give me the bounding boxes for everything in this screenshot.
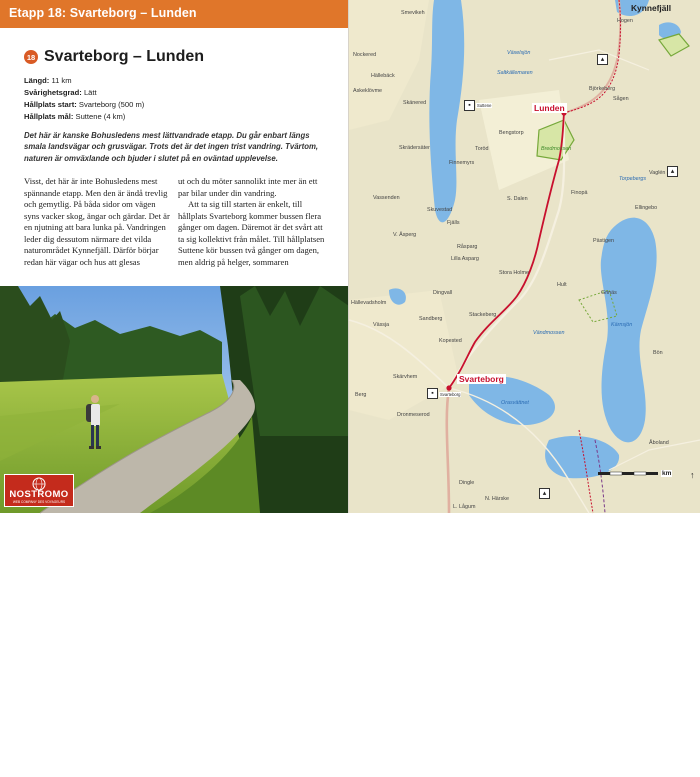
- body-column-1: [24, 176, 172, 268]
- map-label: Åboland: [649, 440, 669, 446]
- left-page: [0, 0, 349, 776]
- stage-title-row: [24, 48, 204, 66]
- stage-title: Svarteborg – Lunden: [44, 48, 205, 65]
- globe-icon: [5, 475, 73, 489]
- map-end-label: Lunden: [534, 103, 565, 113]
- stage-number-badge: 18: [24, 50, 38, 64]
- map-label: Dronmeserod: [397, 412, 430, 418]
- scale-label: km: [662, 470, 672, 477]
- map-label: Vässja: [373, 322, 390, 328]
- map-label: Hogen: [617, 18, 633, 24]
- map-label: Skänered: [403, 100, 427, 106]
- map-label: Skrädersäter: [399, 145, 430, 151]
- body-paragraph: ut och du möter sannolikt inte mer än ett par bilar under din vandring.: [178, 176, 318, 198]
- map-label: Ellingebo: [635, 205, 658, 211]
- fact-length: Längd: 11 km: [24, 76, 72, 85]
- logo-tagline: WEB COMPANY DES VOYAGEURS: [12, 500, 66, 504]
- stage-header-bar: [0, 0, 349, 28]
- bus-stop-icon: ▪: [464, 100, 475, 111]
- map-label: Vändmossen: [533, 330, 565, 336]
- map-label: Lilla Asparg: [451, 256, 479, 262]
- map-label: Hällebäck: [371, 73, 395, 79]
- map-label: Toröd: [475, 146, 489, 152]
- map-label: Bengstorp: [499, 130, 524, 136]
- nostromo-logo: [4, 474, 74, 507]
- photo-caption: Sansligt och rofyllt. Varför inte ta cykeln på den här etappen! Hela sträckan är en lättcyklad slät väg med fina omgivningar.: [182, 749, 340, 776]
- body-column-2: [178, 176, 326, 268]
- fact-difficulty: Svårighetsgrad: Lätt: [24, 88, 97, 97]
- map-label: Hällevadsholm: [351, 300, 387, 306]
- north-arrow-icon: ↑: [690, 470, 695, 480]
- bus-stop-icon: ▪: [427, 388, 438, 399]
- map-label: Pästigen: [593, 238, 614, 244]
- map-label: L. Lågum: [453, 504, 476, 510]
- map-label: Berg: [355, 392, 367, 398]
- stage-header-label: Etapp 18: Svarteborg – Lunden: [9, 6, 197, 20]
- map-label: Råsparg: [457, 244, 478, 250]
- body-paragraph: Att ta sig till starten är enkelt, till hållplats Svarteborg kommer bussen flera gånger om dagen. Däremot är det svårt att ta sig kollektivt från målet. Till hållplatsen Suttene kör bussen två gånger om dagen, men aldrig på helger, sommaren: [178, 199, 325, 267]
- map-label: Dingle: [459, 480, 475, 486]
- map-label: Sandberg: [419, 316, 443, 322]
- map-label: Kopested: [439, 338, 462, 344]
- map-label: Stora Holme: [499, 270, 529, 276]
- map-label: Torpebergs: [619, 176, 647, 182]
- map-label: Sågen: [613, 96, 629, 102]
- stage-facts: [24, 75, 144, 123]
- shelter-icon: ▴: [539, 488, 550, 499]
- map-label: S. Dalen: [507, 196, 528, 202]
- map-label: Vassenden: [373, 195, 400, 201]
- map-label: N. Härske: [485, 496, 509, 502]
- map-label: Bön: [653, 350, 663, 356]
- map-label: Dingvall: [433, 290, 453, 296]
- logo-brand: NOSTROMO: [9, 489, 69, 500]
- map-label: Bredmossen: [541, 146, 572, 152]
- map-label: Orasvättnet: [501, 400, 529, 406]
- map-label: Fjälls: [447, 220, 460, 226]
- map-label: V. Äsperg: [393, 232, 417, 238]
- map-label: Skärvhem: [393, 374, 418, 380]
- intro-paragraph: Det här är kanske Bohusledens mest lättvandrade etapp. Du går enbart längs smala landsvägar och grusvägar. Trots det är det ingen trist vandring. Tvärtom, naturen är omväxlande och bjuder i slutet på en oväntad upplevelse.: [24, 131, 319, 163]
- map-label: Askeklövme: [353, 88, 383, 94]
- map-label: Skuvestad: [427, 207, 453, 213]
- map-label: Hult: [557, 282, 567, 288]
- map-label: Saltkällemaren: [497, 70, 533, 76]
- fact-end-stop: Hållplats mål: Suttene (4 km): [24, 112, 126, 121]
- poi-label-suttene: Suttene: [477, 103, 492, 108]
- map-canvas: [349, 0, 700, 513]
- map-label: Smevikeh: [401, 10, 425, 16]
- map-label: Växelsjön: [507, 50, 531, 56]
- map-start-label: Svarteborg: [459, 374, 504, 384]
- shelter-icon: ▴: [597, 54, 608, 65]
- map-label: Stackeberg: [469, 312, 497, 318]
- map-label: Finnemyrs: [449, 160, 475, 166]
- map-label: Kärnsjön: [611, 322, 633, 328]
- route-map: [349, 0, 700, 513]
- map-label-region: Kynnefjäll: [631, 3, 672, 13]
- map-label: Nockered: [353, 52, 377, 58]
- fact-start-stop: Hållplats start: Svarteborg (500 m): [24, 100, 145, 109]
- poi-label-svarteborg: Svarteborg: [440, 392, 461, 397]
- map-label: Finopä: [571, 190, 588, 196]
- shelter-icon: ▴: [667, 166, 678, 177]
- map-label: Grinäs: [601, 290, 617, 296]
- body-paragraph: Visst, det här är inte Bohusledens mest spännande etapp. Men den är ändå trevlig och gemytlig. På båda sidor om vägen syns vacker skog, ängar och gärdar. Det är en njutning att bara lunka på. Vandringen leder dig dessutom närmare det vilda naturområdet Kynnefjäll. Därför börjar redan här vägar och hus att glesas: [24, 176, 170, 267]
- map-label: Björkeberg: [589, 86, 616, 92]
- map-label: Vaglén: [649, 170, 666, 176]
